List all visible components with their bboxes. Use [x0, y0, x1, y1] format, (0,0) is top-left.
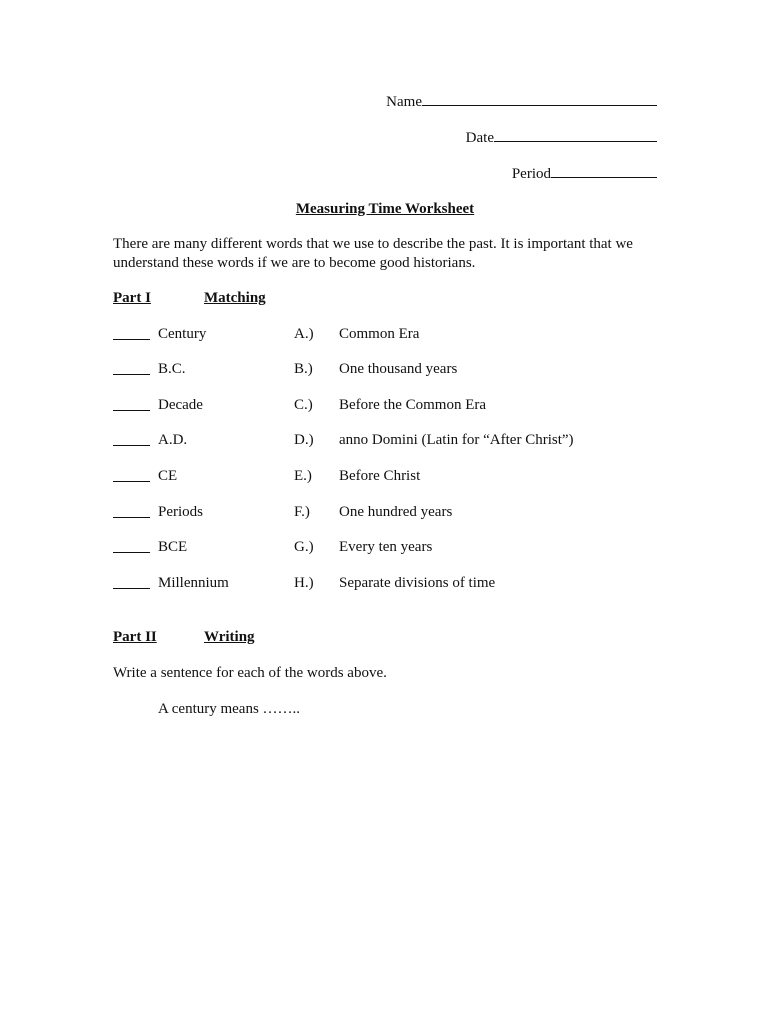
part1-label: Part I	[113, 290, 151, 306]
option-letter: F.)	[294, 504, 310, 520]
matching-row	[113, 503, 658, 521]
name-blank[interactable]	[422, 92, 657, 106]
definition: Before Christ	[339, 468, 421, 484]
definition: Every ten years	[339, 539, 433, 555]
term: Millennium	[158, 575, 229, 591]
date-blank[interactable]	[494, 128, 657, 142]
matching-row	[113, 396, 658, 414]
option-letter: E.)	[294, 468, 312, 484]
period-blank[interactable]	[551, 164, 657, 178]
definition: One thousand years	[339, 361, 458, 377]
answer-blank[interactable]	[113, 588, 150, 589]
definition: Separate divisions of time	[339, 575, 496, 591]
term: A.D.	[158, 432, 188, 448]
option-letter: B.)	[294, 361, 313, 377]
answer-blank[interactable]	[113, 552, 150, 553]
term: Periods	[158, 504, 203, 520]
option-letter: G.)	[294, 539, 314, 555]
answer-blank[interactable]	[113, 481, 150, 482]
part2-heading: Writing	[204, 629, 255, 645]
name-field[interactable]: Name	[386, 92, 657, 111]
term: BCE	[158, 539, 188, 555]
term: Decade	[158, 397, 203, 413]
period-field[interactable]: Period	[512, 164, 657, 183]
date-field[interactable]: Date	[466, 128, 657, 147]
answer-blank[interactable]	[113, 339, 150, 340]
option-letter: A.)	[294, 326, 314, 342]
part2-label: Part II	[113, 629, 157, 645]
answer-blank[interactable]	[113, 445, 150, 446]
matching-row	[113, 574, 658, 592]
matching-row	[113, 360, 658, 378]
definition: anno Domini (Latin for “After Christ”)	[339, 432, 574, 448]
intro-paragraph: There are many different words that we use to describe the past. It is important that we understand these words if we are to become good historians.	[113, 236, 633, 271]
definition: Before the Common Era	[339, 397, 487, 413]
part2-instruction: Write a sentence for each of the words above.	[113, 665, 387, 681]
part2-example: A century means ……..	[158, 701, 301, 717]
matching-row	[113, 325, 658, 343]
matching-row	[113, 538, 658, 556]
option-letter: C.)	[294, 397, 313, 413]
page-title: Measuring Time Worksheet	[295, 201, 475, 217]
term: Century	[158, 326, 207, 342]
part1-heading: Matching	[204, 290, 266, 306]
definition: Common Era	[339, 326, 420, 342]
option-letter: D.)	[294, 432, 314, 448]
option-letter: H.)	[294, 575, 314, 591]
answer-blank[interactable]	[113, 517, 150, 518]
definition: One hundred years	[339, 504, 453, 520]
answer-blank[interactable]	[113, 374, 150, 375]
term: B.C.	[158, 361, 186, 377]
matching-row	[113, 431, 658, 449]
term: CE	[158, 468, 178, 484]
matching-row	[113, 467, 658, 485]
answer-blank[interactable]	[113, 410, 150, 411]
